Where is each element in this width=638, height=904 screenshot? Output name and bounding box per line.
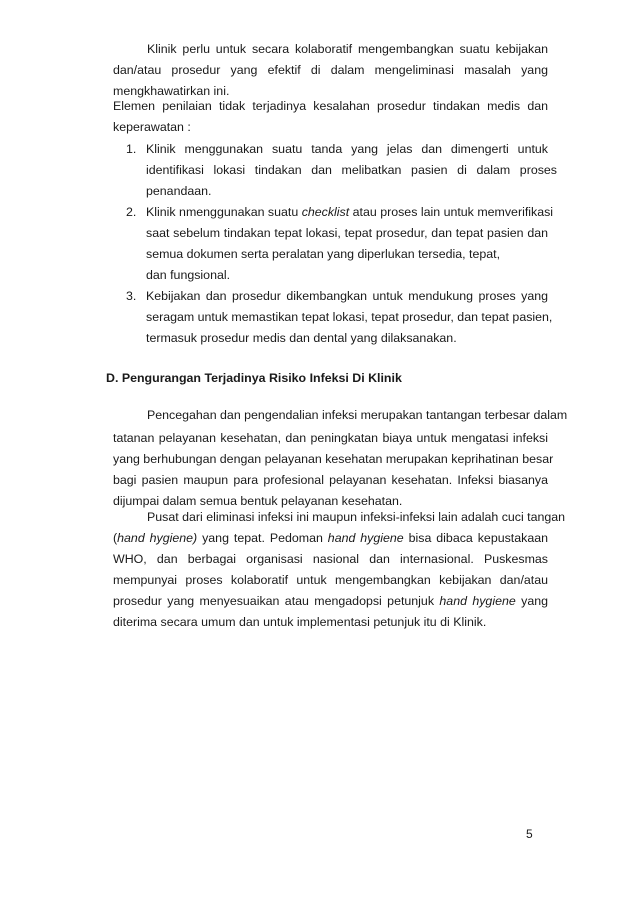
text-line: dan/atau prosedur yang efektif di dalam mengeliminasi masalah yang — [113, 63, 548, 77]
text-line: Pencegahan dan pengendalian infeksi merupakan tantangan terbesar dalam — [147, 408, 568, 422]
text-line: penandaan. — [146, 184, 212, 198]
text-line: Klinik menggunakan suatu tanda yang jelas dan dimengerti untuk — [146, 142, 548, 156]
text-line: dan fungsional. — [146, 268, 231, 282]
paragraph-intro — [113, 39, 548, 102]
numbered-list — [113, 139, 557, 349]
italic-term: hand hygiene — [327, 531, 404, 545]
text-line: mempunyai proses kolaboratif untuk mengembangkan kebijakan dan/atau — [113, 573, 548, 587]
text-line: keperawatan : — [113, 120, 191, 134]
text-line: seragam untuk memastikan tepat lokasi, tepat prosedur, dan tepat pasien, — [146, 310, 553, 324]
text-span: atau proses lain untuk memverifikasi — [349, 205, 554, 219]
text-line: bagi pasien maupun para profesional pelayanan kesehatan. Infeksi biasanya — [113, 473, 548, 487]
text-line: semua dokumen serta peralatan yang diperlukan tersedia, tepat, — [146, 247, 501, 261]
text-line: WHO, dan berbagai organisasi nasional dan internasional. Puskesmas — [113, 552, 548, 566]
list-item — [113, 202, 554, 286]
text-line: tatanan pelayanan kesehatan, dan peningkatan biaya untuk mengatasi infeksi — [113, 431, 548, 445]
text-span: prosedur yang menyesuaikan atau mengadopsi petunjuk — [113, 594, 440, 608]
paragraph-pencegahan — [113, 402, 568, 512]
text-line: saat sebelum tindakan tepat lokasi, tepat prosedur, dan tepat pasien dan — [146, 226, 548, 240]
text-span: ( — [113, 531, 118, 545]
section-heading: D. Pengurangan Terjadinya Risiko Infeksi Di Klinik — [106, 371, 402, 385]
text-span: yang — [515, 594, 549, 608]
text-span: bisa dibaca kepustakaan — [403, 531, 548, 545]
paragraph-elemen — [113, 96, 548, 138]
text-line: Klinik perlu untuk secara kolaboratif mengembangkan suatu kebijakan — [147, 42, 548, 56]
text-span: yang tepat. Pedoman — [197, 531, 328, 545]
text-line: identifikasi lokasi tindakan dan melibatkan pasien di dalam proses — [146, 163, 557, 177]
text-line: mengkhawatirkan ini. — [113, 84, 230, 98]
list-item — [113, 286, 553, 349]
page-number: 5 — [526, 827, 533, 841]
text-line: yang berhubungan dengan pelayanan kesehatan merupakan keprihatinan besar — [113, 452, 554, 466]
italic-term: hand hygiene) — [117, 531, 198, 545]
paragraph-hand-hygiene — [113, 507, 566, 633]
text-span: Klinik nmenggunakan suatu — [146, 205, 302, 219]
list-number: 1. — [126, 142, 137, 156]
text-line: Kebijakan dan prosedur dikembangkan untuk mendukung proses yang — [146, 289, 548, 303]
text-line: diterima secara umum dan untuk implementasi petunjuk itu di Klinik. — [113, 615, 487, 629]
list-number: 3. — [126, 289, 137, 303]
italic-term: hand hygiene — [439, 594, 516, 608]
text-line: Pusat dari eliminasi infeksi ini maupun infeksi-infeksi lain adalah cuci tangan — [147, 510, 566, 524]
text-line: dijumpai dalam semua bentuk pelayanan kesehatan. — [113, 494, 403, 508]
text-line: termasuk prosedur medis dan dental yang dilaksanakan. — [146, 331, 457, 345]
text-line: Elemen penilaian tidak terjadinya kesalahan prosedur tindakan medis dan — [113, 99, 548, 113]
list-item — [113, 139, 557, 202]
italic-term: checklist — [301, 205, 350, 219]
text-line — [113, 591, 548, 612]
text-line — [146, 202, 554, 223]
text-line — [113, 528, 548, 549]
list-number: 2. — [126, 205, 137, 219]
